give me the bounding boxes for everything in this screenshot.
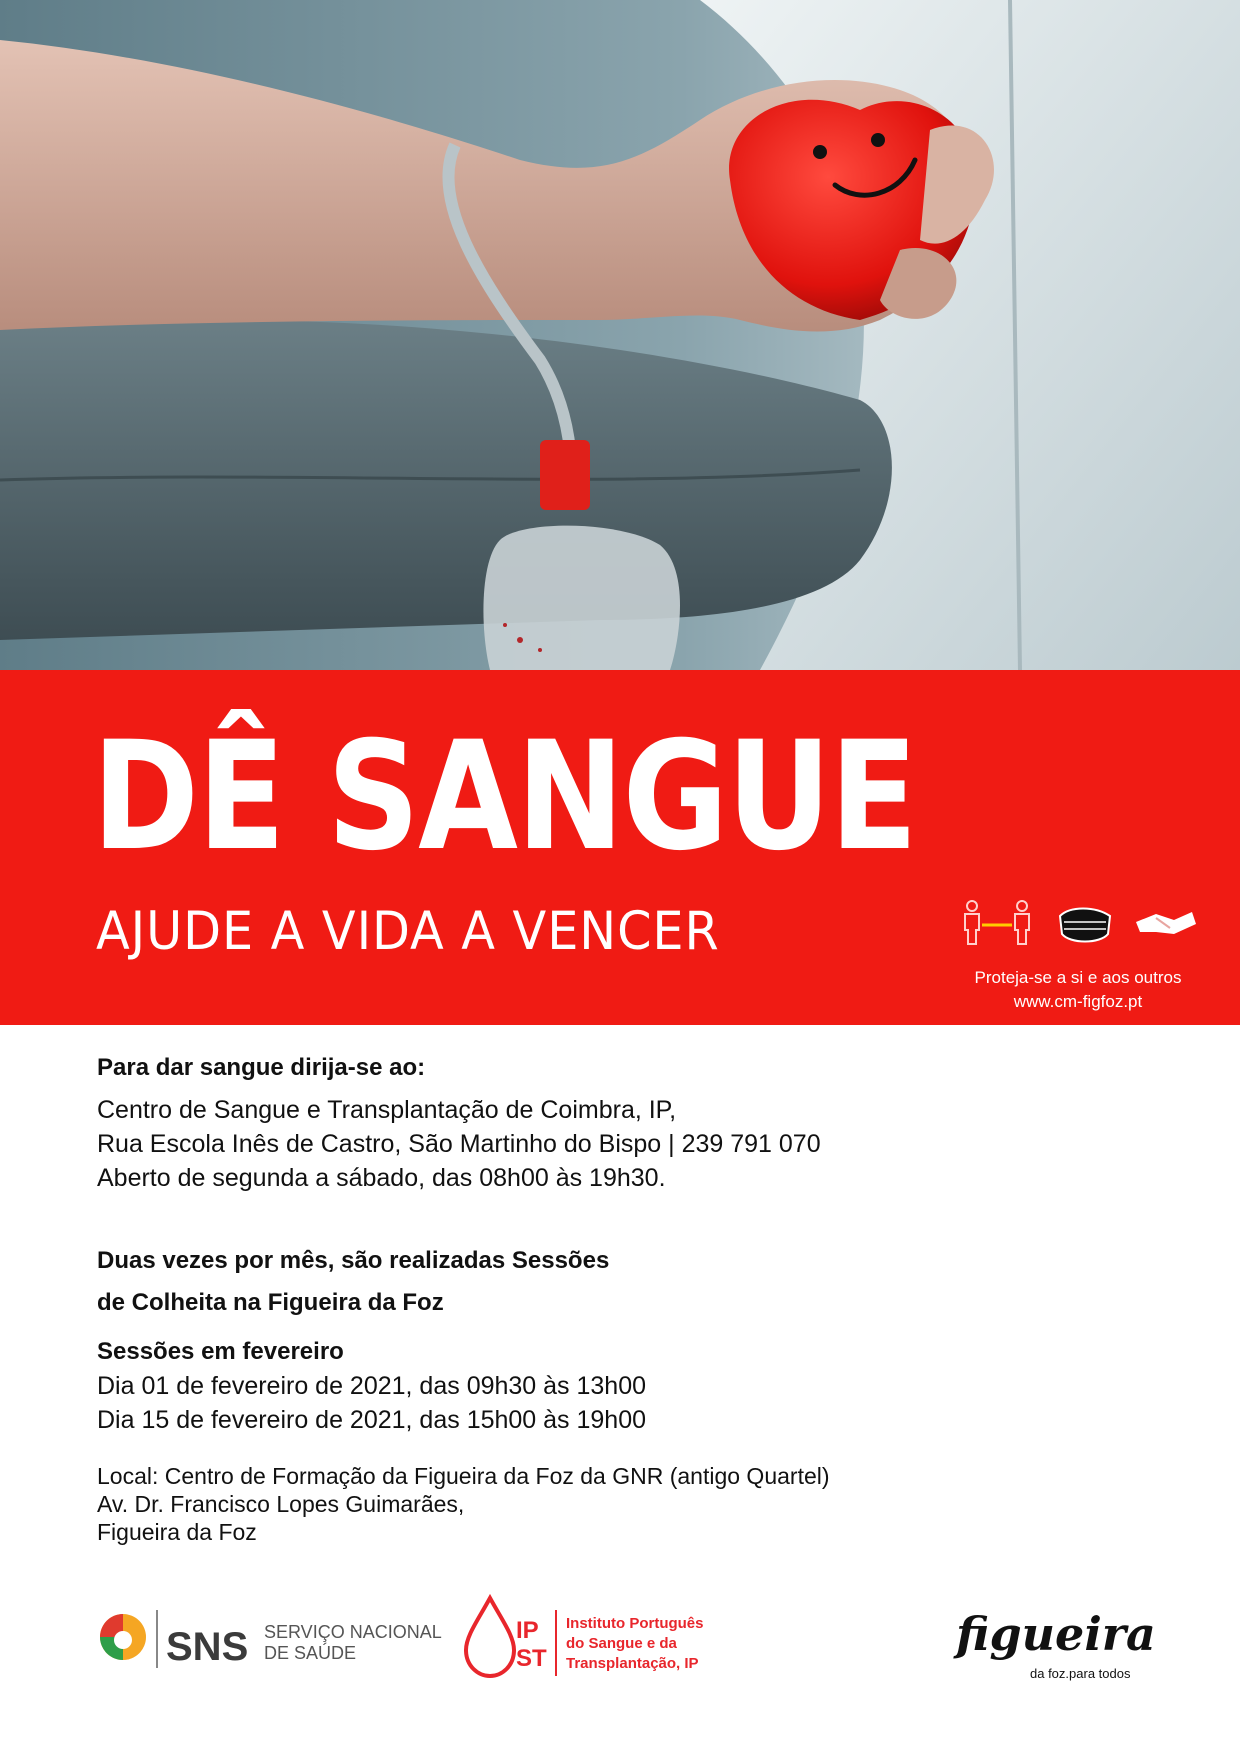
- location-line: Av. Dr. Francisco Lopes Guimarães,: [97, 1491, 465, 1517]
- session-item: Dia 01 de fevereiro de 2021, das 09h30 às 13h00: [97, 1372, 647, 1400]
- website-text: www.cm-figfoz.pt: [1013, 992, 1143, 1011]
- info-section: [97, 1050, 821, 1195]
- ipst-logo: [466, 1598, 704, 1676]
- subtitle: AJUDE A VIDA A VENCER: [96, 901, 720, 962]
- handshake-icon: [1136, 912, 1196, 934]
- figueira-logo: [953, 1607, 1156, 1681]
- protect-note: [948, 966, 1208, 1014]
- sessions-intro-line: de Colheita na Figueira da Foz: [97, 1289, 444, 1316]
- sns-line2: DE SAÚDE: [264, 1643, 357, 1663]
- info-line: Rua Escola Inês de Castro, São Martinho do Bispo | 239 791 070: [97, 1130, 821, 1158]
- location-line: Local: Centro de Formação da Figueira da Foz da GNR (antigo Quartel): [97, 1463, 830, 1489]
- location-line: Figueira da Foz: [97, 1519, 257, 1545]
- main-title: DÊ SANGUE: [92, 710, 917, 884]
- sessions-intro: [97, 1240, 609, 1324]
- ipst-line3: Transplantação, IP: [566, 1655, 699, 1672]
- mask-icon: [1060, 909, 1110, 942]
- red-banner: [0, 670, 1240, 1025]
- footer-logos: [0, 1580, 1240, 1700]
- sessions-heading: Sessões em fevereiro: [97, 1338, 344, 1365]
- blood-donation-illustration: [0, 0, 1240, 670]
- sessions-section: [97, 1334, 646, 1437]
- info-line: Aberto de segunda a sábado, das 08h00 às 19h30.: [97, 1164, 666, 1192]
- protection-icons: [960, 898, 1200, 948]
- figueira-wordmark: figueira: [956, 1607, 1156, 1661]
- info-line: Centro de Sangue e Transplantação de Coimbra, IP,: [97, 1096, 677, 1124]
- protect-text: Proteja-se a si e aos outros: [974, 968, 1182, 987]
- ipst-line1: Instituto Português: [566, 1615, 704, 1632]
- sns-line1: SERVIÇO NACIONAL: [264, 1622, 442, 1642]
- info-heading: Para dar sangue dirija-se ao:: [97, 1054, 426, 1081]
- location-section: [97, 1462, 830, 1546]
- sessions-intro-line: Duas vezes por mês, são realizadas Sessões: [97, 1247, 610, 1274]
- ipst-top: IP: [516, 1617, 539, 1644]
- figueira-tagline: da foz.para todos: [1030, 1666, 1131, 1681]
- sns-abbr: SNS: [166, 1625, 249, 1669]
- distance-icon: [965, 901, 1029, 944]
- sns-logo: [100, 1610, 442, 1669]
- ipst-line2: do Sangue e da: [566, 1635, 677, 1652]
- ipst-bottom: ST: [516, 1645, 547, 1672]
- hero-photo: [0, 0, 1240, 670]
- session-item: Dia 15 de fevereiro de 2021, das 15h00 às 19h00: [97, 1406, 647, 1434]
